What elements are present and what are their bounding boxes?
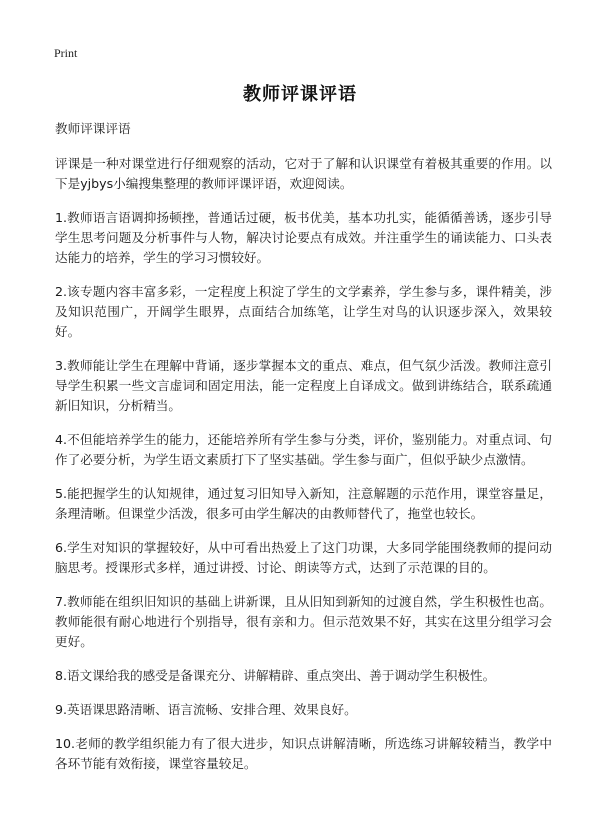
comment-paragraph-1: 1.教师语言语调抑扬顿挫，普通话过硬，板书优美，基本功扎实，能循循善诱，逐步引导学生思考问题及分析事件与人物，解决讨论要点有成效。并注重学生的诵读能力、口头表达能力的培养，学生的学习习惯较好。	[55, 210, 552, 265]
document-subtitle: 教师评课评语	[55, 121, 131, 136]
comment-paragraph-9: 9.英语课思路清晰、语言流畅、安排合理、效果良好。	[55, 702, 357, 717]
print-label[interactable]: Print	[54, 46, 78, 60]
comment-paragraph-5: 5.能把握学生的认知规律，通过复习旧知导入新知，注意解题的示范作用，课堂容量足，条理清晰。但课堂少活泼，很多可由学生解决的由教师替代了，拖堂也较长。	[55, 486, 552, 521]
comment-paragraph-10: 10.老师的教学组织能力有了很大进步，知识点讲解清晰，所选练习讲解较精当，教学中各环节能有效衔接，课堂容量较足。	[55, 736, 552, 771]
document-title: 教师评课评语	[243, 84, 357, 105]
comment-paragraph-7: 7.教师能在组织旧知识的基础上讲新课，且从旧知到新知的过渡自然，学生积极性也高。教师能很有耐心地进行个别指导，很有亲和力。但示范效果不好，其实在这里分组学习会更好。	[55, 594, 552, 649]
comment-paragraph-2: 2.该专题内容丰富多彩，一定程度上积淀了学生的文学素养，学生参与多，课件精美，涉及知识范围广，开阔学生眼界，点面结合加练笔，让学生对鸟的认识逐步深入，效果较好。	[55, 284, 552, 339]
comment-paragraph-8: 8.语文课给我的感受是备课充分、讲解精辟、重点突出、善于调动学生积极性。	[55, 668, 496, 683]
comment-paragraph-6: 6.学生对知识的掌握较好，从中可看出热爱上了这门功课，大多同学能围绕教师的提问动脑思考。授课形式多样，通过讲授、讨论、朗读等方式，达到了示范课的目的。	[55, 540, 552, 575]
intro-paragraph: 评课是一种对课堂进行仔细观察的活动，它对于了解和认识课堂有着极其重要的作用。以下是yjbys小编搜集整理的教师评课评语，欢迎阅读。	[55, 156, 552, 191]
document-body	[55, 119, 552, 788]
comment-paragraph-4: 4.不但能培养学生的能力，还能培养所有学生参与分类，评价，鉴别能力。对重点词、句作了必要分析，为学生语文素质打下了坚实基础。学生参与面广，但似乎缺少点激情。	[55, 432, 552, 467]
comment-paragraph-3: 3.教师能让学生在理解中背诵，逐步掌握本文的重点、难点，但气氛少活泼。教师注意引导学生积累一些文言虚词和固定用法，能一定程度上自译成文。做到讲练结合，联系疏通新旧知识，分析精当。	[55, 358, 552, 413]
